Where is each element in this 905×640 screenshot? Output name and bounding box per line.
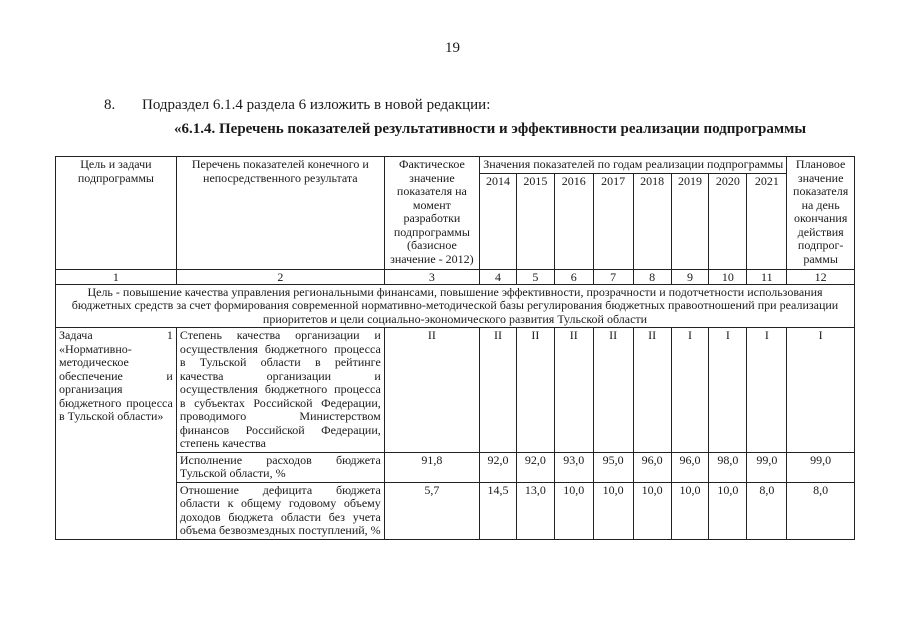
year-value: 93,0 [554,452,593,482]
goal-row [56,284,855,328]
year-value: 13,0 [516,482,554,539]
indicator-name: Степень качества организации и осуществления бюджетного процесса в Тульской области в рейтинге качества организации и осуществления бюджетного процесса в субъектах Российской Федерации, проводимого Министерством финансов Российской Федерации, степень качества [176,328,384,453]
year-value: I [747,328,787,453]
year-header: 2019 [671,173,709,269]
planned-value: 99,0 [787,452,855,482]
actual-value: II [384,328,479,453]
planned-value: 8,0 [787,482,855,539]
column-number: 7 [593,269,633,284]
column-number: 11 [747,269,787,284]
year-value: 98,0 [709,452,747,482]
year-header: 2017 [593,173,633,269]
year-value: II [593,328,633,453]
year-value: 14,5 [480,482,517,539]
header-indicators: Перечень показателей конечного и непосредственного результата [176,157,384,270]
actual-value: 5,7 [384,482,479,539]
column-number: 2 [176,269,384,284]
column-number: 4 [480,269,517,284]
year-header: 2021 [747,173,787,269]
year-value: II [554,328,593,453]
indicator-name: Исполнение расходов бюджета Тульской области, % [176,452,384,482]
header-by-years: Значения показателей по годам реализации подпрограммы [480,157,787,174]
header-actual: Фактическое значение показателя на момент разработки подпрограммы (базисное значение - 2012) [384,157,479,270]
year-header: 2016 [554,173,593,269]
header-goals: Цель и задачи подпрограммы [56,157,177,270]
year-value: II [480,328,517,453]
year-value: I [671,328,709,453]
year-value: 96,0 [671,452,709,482]
column-number: 8 [633,269,671,284]
column-numbers-row [56,269,855,284]
page-number: 19 [445,40,460,56]
column-number: 5 [516,269,554,284]
column-number: 10 [709,269,747,284]
year-value: 92,0 [516,452,554,482]
year-value: 10,0 [709,482,747,539]
year-header: 2015 [516,173,554,269]
year-value: 10,0 [554,482,593,539]
indicators-table [55,156,855,540]
actual-value: 91,8 [384,452,479,482]
year-value: 96,0 [633,452,671,482]
year-value: 10,0 [593,482,633,539]
year-value: II [516,328,554,453]
planned-value: I [787,328,855,453]
section-title: «6.1.4. Перечень показателей результативности и эффективности реализации подпрограммы [174,121,807,137]
year-value: II [633,328,671,453]
column-number: 12 [787,269,855,284]
year-value: 99,0 [747,452,787,482]
year-value: 10,0 [671,482,709,539]
year-header: 2018 [633,173,671,269]
year-value: 10,0 [633,482,671,539]
indicator-name: Отношение дефицита бюджета области к общему годовому объему доходов бюджета области без учета объема безвозмездных поступлений, % [176,482,384,539]
column-number: 3 [384,269,479,284]
header-planned: Плановое значение показателя на день окончания действия подпрог- раммы [787,157,855,270]
instruction-text: Подраздел 6.1.4 раздела 6 изложить в новой редакции: [142,97,491,113]
task-text: Задача 1 «Нормативно-методическое обеспечение и организация бюджетного процесса в Тульской области» [56,328,177,540]
year-header: 2014 [480,173,517,269]
instruction-number: 8. [104,97,116,113]
year-value: I [709,328,747,453]
instruction [104,97,490,114]
year-value: 8,0 [747,482,787,539]
year-value: 92,0 [480,452,517,482]
goal-text: Цель - повышение качества управления региональными финансами, повышение эффективности, прозрачности и подотчетности использования бюджетных средств за счет формирования современной нормативно-методической базы регулирования бюджетных правоотношений при реализации приоритетов и цели социально-экономического развития Тульской области [56,284,855,328]
column-number: 1 [56,269,177,284]
year-header: 2020 [709,173,747,269]
year-value: 95,0 [593,452,633,482]
column-number: 9 [671,269,709,284]
column-number: 6 [554,269,593,284]
header-row [56,157,855,174]
table-row [56,328,855,453]
